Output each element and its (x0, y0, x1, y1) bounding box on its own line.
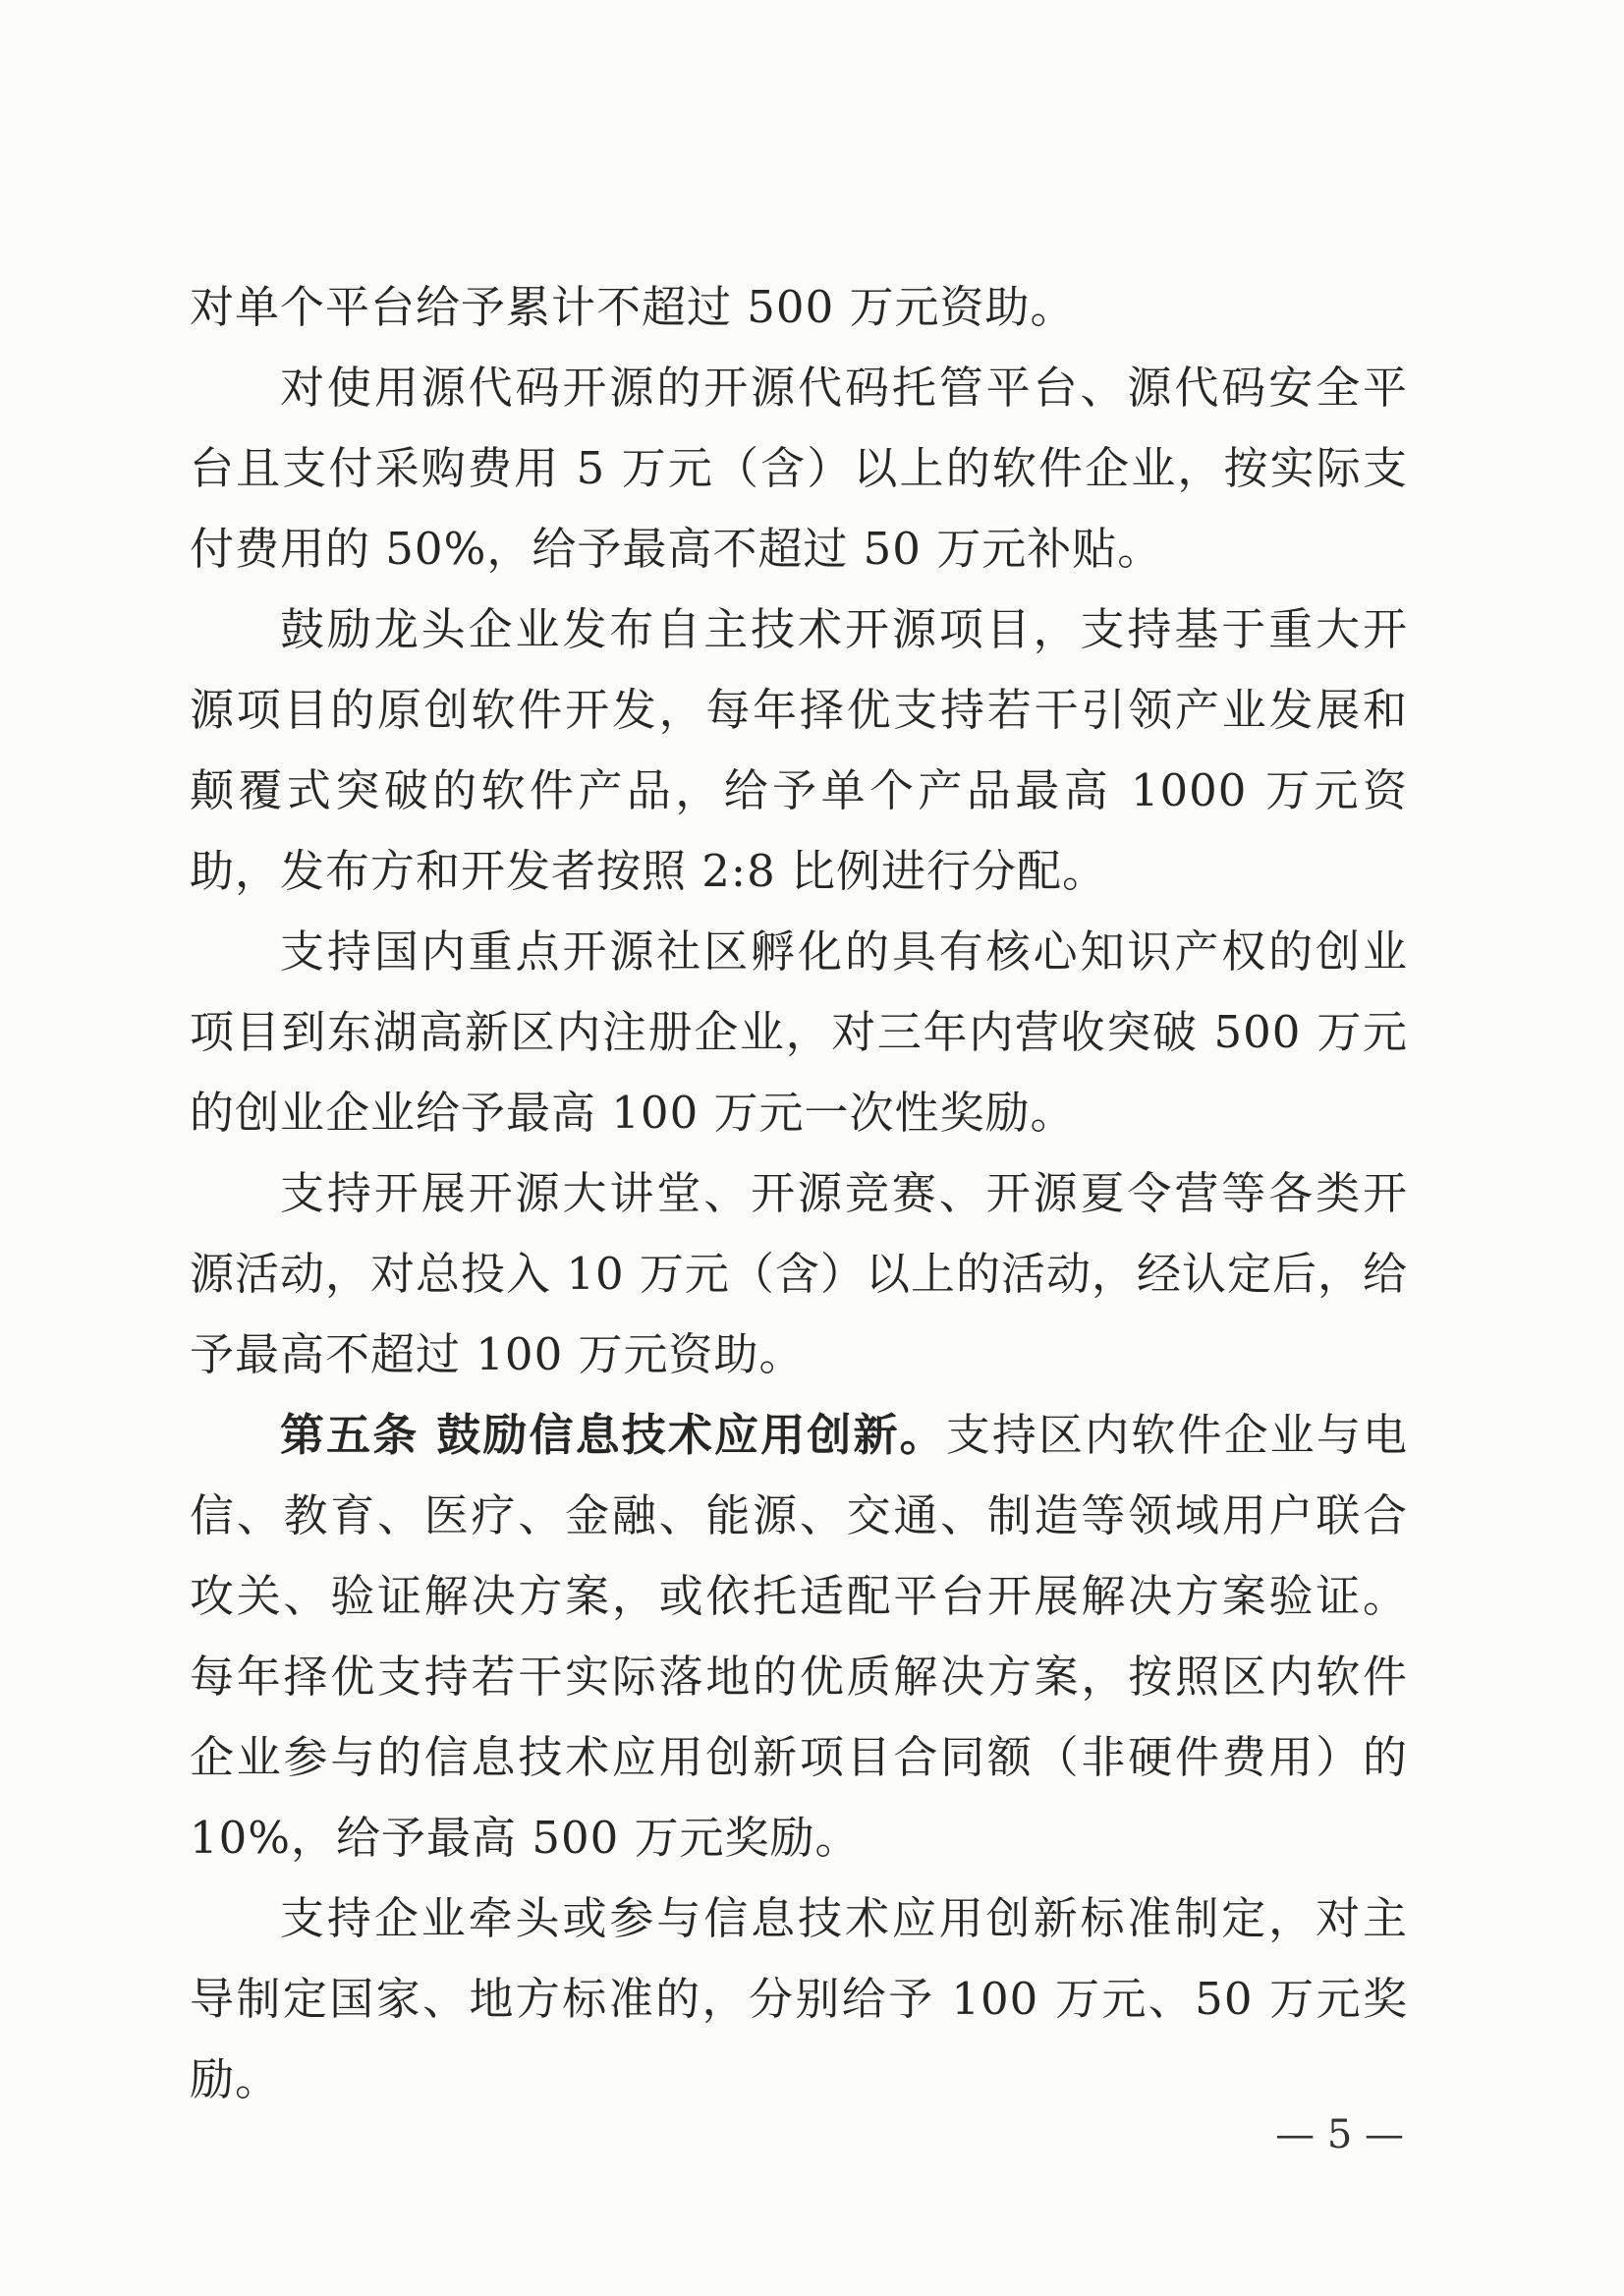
document-body (190, 267, 1408, 2120)
paragraph-4 (190, 912, 1408, 1153)
article-5-paragraph (190, 1395, 1408, 1878)
paragraph-5-text: 支持开展开源大讲堂、开源竞赛、开源夏令营等各类开源活动，对总投入 10 万元（含）以上的活动，经认定后，给予最高不超过 100 万元资助。 (190, 1167, 1408, 1380)
paragraph-7-text: 支持企业牵头或参与信息技术应用创新标准制定，对主导制定国家、地方标准的，分别给予 100 万元、50 万元奖励。 (190, 1892, 1408, 2105)
paragraph-3 (190, 589, 1408, 912)
article-5-heading: 第五条 鼓励信息技术应用创新。 (280, 1409, 946, 1461)
paragraph-7 (190, 1878, 1408, 2120)
paragraph-2-text: 对使用源代码开源的开源代码托管平台、源代码安全平台且支付采购费用 5 万元（含）以上的软件企业，按实际支付费用的 50%，给予最高不超过 50 万元补贴。 (190, 362, 1408, 575)
paragraph-1 (190, 267, 1408, 348)
paragraph-4-text: 支持国内重点开源社区孵化的具有核心知识产权的创业项目到东湖高新区内注册企业，对三年内营收突破 500 万元的创业企业给予最高 100 万元一次性奖励。 (190, 925, 1408, 1139)
paragraph-2 (190, 348, 1408, 589)
article-5-text: 支持区内软件企业与电信、教育、医疗、金融、能源、交通、制造等领域用户联合攻关、验证解决方案，或依托适配平台开展解决方案验证。每年择优支持若干实际落地的优质解决方案，按照区内软件企业参与的信息技术应用创新项目合同额（非硬件费用）的 10%，给予最高 500 万元奖励。 (190, 1409, 1408, 1864)
paragraph-3-text: 鼓励龙头企业发布自主技术开源项目，支持基于重大开源项目的原创软件开发，每年择优支持若干引领产业发展和颠覆式突破的软件产品，给予单个产品最高 1000 万元资助，发布方和开发者按照 2:8 比例进行分配。 (190, 603, 1408, 897)
page-number: — 5 — (1275, 2112, 1404, 2157)
paragraph-1-text: 对单个平台给予累计不超过 500 万元资助。 (190, 281, 1076, 333)
paragraph-5 (190, 1153, 1408, 1395)
